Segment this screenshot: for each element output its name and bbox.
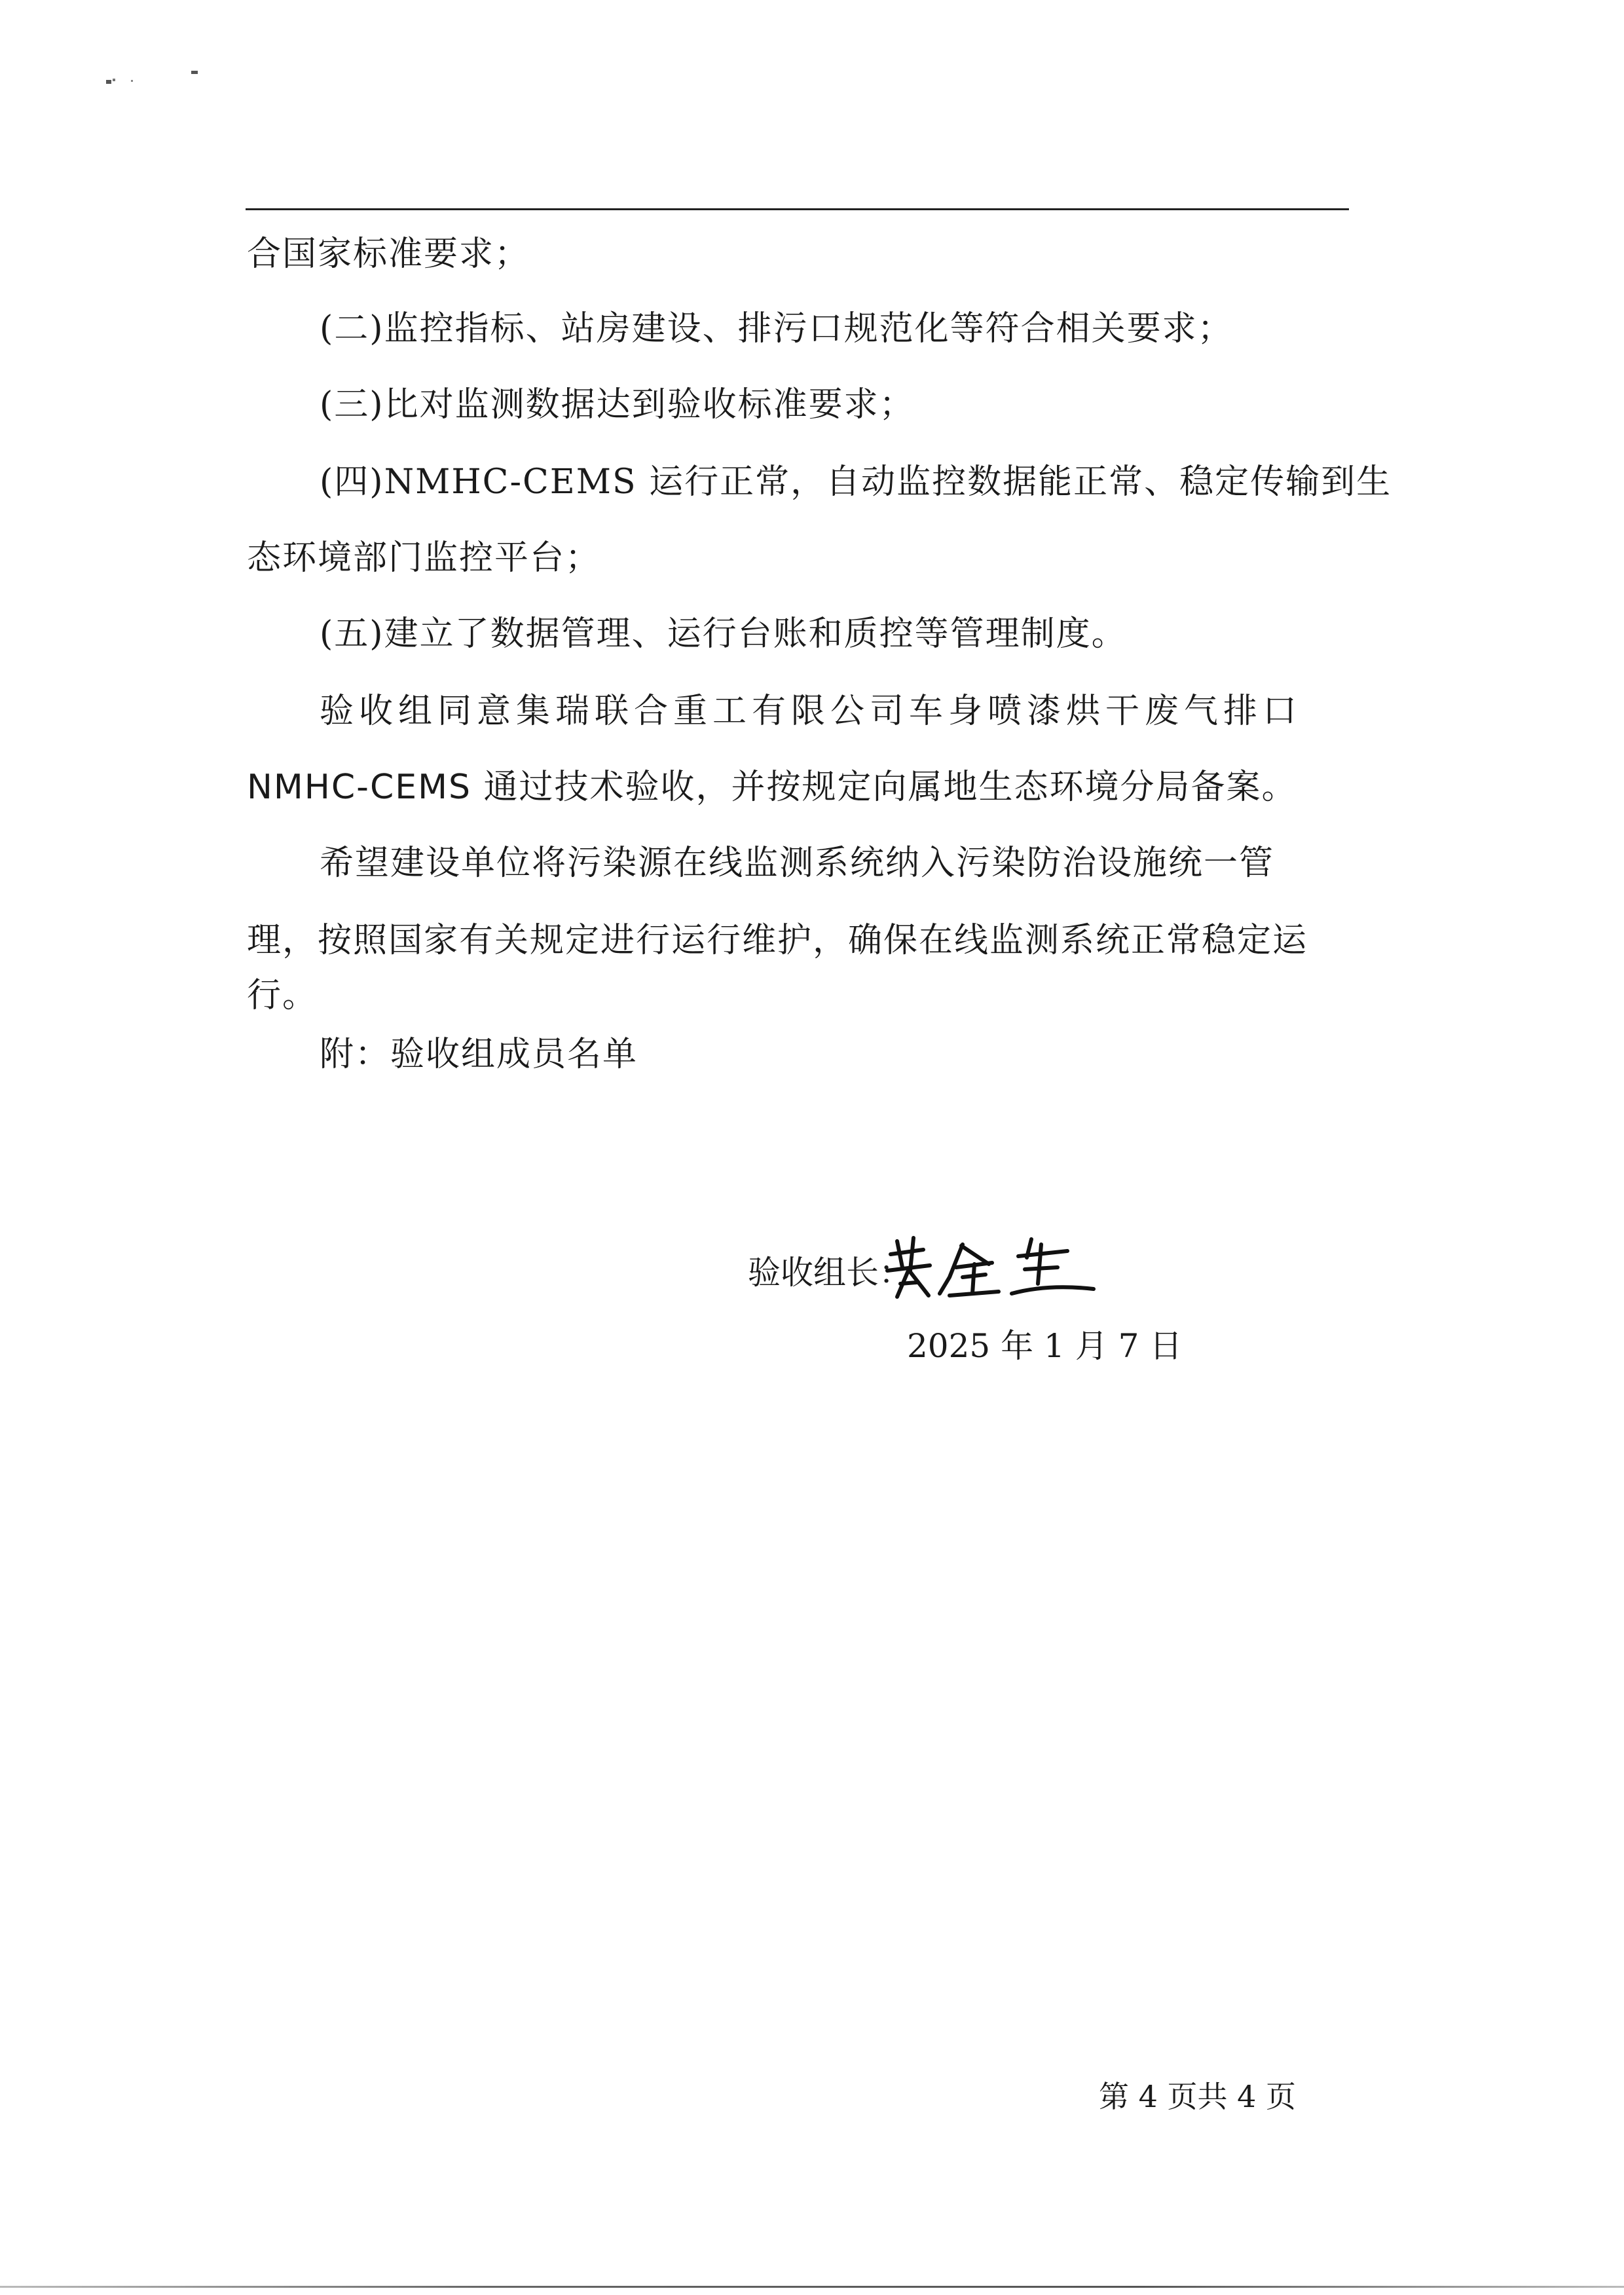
handwritten-signature xyxy=(877,1231,1100,1303)
scan-specks xyxy=(105,65,223,92)
body-line-11: 行。 xyxy=(247,976,318,1015)
signoff-date: 2025 年 1 月 7 日 xyxy=(907,1327,1183,1365)
body-line-4: (四)NMHC-CEMS 运行正常，自动监控数据能正常、稳定传输到生 xyxy=(320,462,1392,502)
body-line-7: 验收组同意集瑞联合重工有限公司车身喷漆烘干废气排口 xyxy=(320,692,1302,731)
body-line-8: NMHC-CEMS 通过技术验收，并按规定向属地生态环境分局备案。 xyxy=(247,768,1297,807)
body-line-1: 合国家标准要求； xyxy=(247,234,530,274)
header-rule xyxy=(246,208,1349,210)
page-number: 第 4 页共 4 页 xyxy=(1099,2079,1297,2114)
body-line-2: (二)监控指标、站房建设、排污口规范化等符合相关要求； xyxy=(320,309,1233,348)
leader-label: 验收组长： xyxy=(748,1254,912,1292)
body-line-9: 希望建设单位将污染源在线监测系统纳入污染防治设施统一管 xyxy=(320,844,1275,883)
scan-bottom-edge xyxy=(0,2286,1624,2288)
body-line-6: (五)建立了数据管理、运行台账和质控等管理制度。 xyxy=(320,614,1127,654)
body-line-10: 理，按照国家有关规定进行运行维护，确保在线监测系统正常稳定运 xyxy=(247,921,1308,960)
body-line-3: (三)比对监测数据达到验收标准要求； xyxy=(320,385,915,424)
body-line-5: 态环境部门监控平台； xyxy=(247,538,601,578)
body-line-12: 附：验收组成员名单 xyxy=(320,1035,638,1074)
